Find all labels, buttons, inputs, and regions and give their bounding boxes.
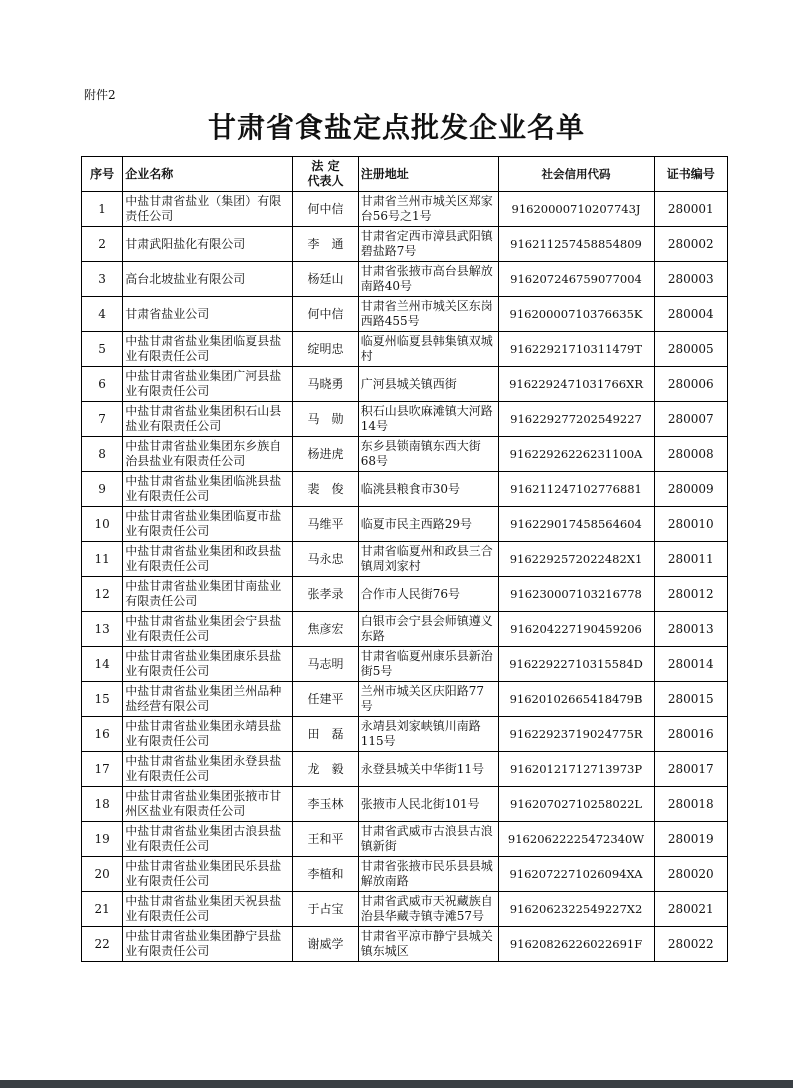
table-row — [82, 402, 728, 437]
cell-num: 14 — [82, 647, 123, 682]
cell-legal: 李植和 — [293, 857, 358, 892]
cell-code: 916229277202549227 — [498, 402, 654, 437]
cell-legal: 谢威学 — [293, 927, 358, 962]
table-row — [82, 542, 728, 577]
cell-cert: 280010 — [654, 507, 728, 542]
table-header-row — [82, 157, 728, 192]
cell-code: 91620000710376635K — [498, 297, 654, 332]
cell-cert: 280012 — [654, 577, 728, 612]
cell-name: 甘肃省盐业公司 — [123, 297, 293, 332]
cell-addr: 临夏市民主西路29号 — [358, 507, 498, 542]
cell-num: 8 — [82, 437, 123, 472]
table-row — [82, 367, 728, 402]
cell-name: 中盐甘肃省盐业集团临夏县盐业有限责任公司 — [123, 332, 293, 367]
cell-num: 22 — [82, 927, 123, 962]
table-row — [82, 822, 728, 857]
cell-name: 中盐甘肃省盐业集团民乐县盐业有限责任公司 — [123, 857, 293, 892]
cell-num: 1 — [82, 192, 123, 227]
cell-name: 中盐甘肃省盐业集团东乡族自治县盐业有限责任公司 — [123, 437, 293, 472]
cell-num: 10 — [82, 507, 123, 542]
header-num: 序号 — [82, 157, 123, 192]
cell-name: 中盐甘肃省盐业集团兰州品种盐经营有限公司 — [123, 682, 293, 717]
cell-addr: 甘肃省武威市天祝藏族自治县华藏寺镇寺滩57号 — [358, 892, 498, 927]
cell-code: 9162292471031766XR — [498, 367, 654, 402]
cell-code: 91620622225472340W — [498, 822, 654, 857]
cell-cert: 280015 — [654, 682, 728, 717]
cell-legal: 李玉林 — [293, 787, 358, 822]
cell-num: 13 — [82, 612, 123, 647]
cell-cert: 280001 — [654, 192, 728, 227]
table-row — [82, 297, 728, 332]
cell-name: 中盐甘肃省盐业集团和政县盐业有限责任公司 — [123, 542, 293, 577]
cell-addr: 张掖市人民北街101号 — [358, 787, 498, 822]
cell-code: 91620702710258022L — [498, 787, 654, 822]
cell-num: 7 — [82, 402, 123, 437]
cell-name: 中盐甘肃省盐业集团会宁县盐业有限责任公司 — [123, 612, 293, 647]
cell-addr: 积石山县吹麻滩镇大河路14号 — [358, 402, 498, 437]
cell-cert: 280003 — [654, 262, 728, 297]
cell-cert: 280020 — [654, 857, 728, 892]
cell-cert: 280008 — [654, 437, 728, 472]
cell-code: 91622926226231100A — [498, 437, 654, 472]
cell-num: 15 — [82, 682, 123, 717]
cell-name: 中盐甘肃省盐业（集团）有限责任公司 — [123, 192, 293, 227]
table-row — [82, 227, 728, 262]
cell-name: 中盐甘肃省盐业集团静宁县盐业有限责任公司 — [123, 927, 293, 962]
table-row — [82, 192, 728, 227]
cell-cert: 280004 — [654, 297, 728, 332]
cell-code: 91622923719024775R — [498, 717, 654, 752]
cell-code: 91620121712713973P — [498, 752, 654, 787]
cell-legal: 马永忠 — [293, 542, 358, 577]
cell-num: 17 — [82, 752, 123, 787]
cell-num: 16 — [82, 717, 123, 752]
cell-cert: 280014 — [654, 647, 728, 682]
cell-code: 9162062322549227X2 — [498, 892, 654, 927]
table-row — [82, 927, 728, 962]
cell-legal: 马 勋 — [293, 402, 358, 437]
cell-legal: 何中信 — [293, 192, 358, 227]
cell-addr: 白银市会宁县会师镇遵义东路 — [358, 612, 498, 647]
cell-num: 9 — [82, 472, 123, 507]
cell-addr: 甘肃省定西市漳县武阳镇碧盐路7号 — [358, 227, 498, 262]
cell-code: 916204227190459206 — [498, 612, 654, 647]
cell-cert: 280007 — [654, 402, 728, 437]
cell-legal: 杨廷山 — [293, 262, 358, 297]
table-row — [82, 577, 728, 612]
cell-num: 19 — [82, 822, 123, 857]
table-row — [82, 717, 728, 752]
cell-addr: 东乡县锁南镇东西大街68号 — [358, 437, 498, 472]
cell-addr: 甘肃省张掖市高台县解放南路40号 — [358, 262, 498, 297]
cell-addr: 甘肃省兰州市城关区东岗西路455号 — [358, 297, 498, 332]
cell-addr: 甘肃省临夏州康乐县新治街5号 — [358, 647, 498, 682]
cell-name: 高台北坡盐业有限公司 — [123, 262, 293, 297]
cell-num: 4 — [82, 297, 123, 332]
cell-legal: 张孝录 — [293, 577, 358, 612]
cell-code: 916230007103216778 — [498, 577, 654, 612]
cell-cert: 280019 — [654, 822, 728, 857]
viewer-bottom-bar — [0, 1080, 793, 1088]
cell-addr: 甘肃省平凉市静宁县城关镇东城区 — [358, 927, 498, 962]
cell-cert: 280016 — [654, 717, 728, 752]
table-row — [82, 262, 728, 297]
cell-legal: 裴 俊 — [293, 472, 358, 507]
cell-addr: 合作市人民街76号 — [358, 577, 498, 612]
cell-num: 3 — [82, 262, 123, 297]
cell-legal: 任建平 — [293, 682, 358, 717]
cell-name: 中盐甘肃省盐业集团临夏市盐业有限责任公司 — [123, 507, 293, 542]
cell-cert: 280013 — [654, 612, 728, 647]
cell-num: 6 — [82, 367, 123, 402]
cell-name: 甘肃武阳盐化有限公司 — [123, 227, 293, 262]
cell-legal: 焦彦宏 — [293, 612, 358, 647]
table-row — [82, 332, 728, 367]
cell-cert: 280009 — [654, 472, 728, 507]
cell-name: 中盐甘肃省盐业集团康乐县盐业有限责任公司 — [123, 647, 293, 682]
header-addr: 注册地址 — [358, 157, 498, 192]
cell-addr: 广河县城关镇西街 — [358, 367, 498, 402]
table-row — [82, 472, 728, 507]
cell-num: 2 — [82, 227, 123, 262]
cell-code: 9162292572022482X1 — [498, 542, 654, 577]
cell-code: 91620826226022691F — [498, 927, 654, 962]
cell-code: 91620102665418479B — [498, 682, 654, 717]
cell-code: 91622922710315584D — [498, 647, 654, 682]
cell-legal: 李 通 — [293, 227, 358, 262]
cell-name: 中盐甘肃省盐业集团临洮县盐业有限责任公司 — [123, 472, 293, 507]
cell-name: 中盐甘肃省盐业集团永登县盐业有限责任公司 — [123, 752, 293, 787]
cell-addr: 兰州市城关区庆阳路77号 — [358, 682, 498, 717]
header-name: 企业名称 — [123, 157, 293, 192]
cell-num: 21 — [82, 892, 123, 927]
cell-legal: 杨进虎 — [293, 437, 358, 472]
cell-num: 12 — [82, 577, 123, 612]
table-row — [82, 682, 728, 717]
cell-cert: 280006 — [654, 367, 728, 402]
cell-legal: 何中信 — [293, 297, 358, 332]
cell-name: 中盐甘肃省盐业集团天祝县盐业有限责任公司 — [123, 892, 293, 927]
cell-addr: 永靖县刘家峡镇川南路115号 — [358, 717, 498, 752]
cell-addr: 临洮县粮食市30号 — [358, 472, 498, 507]
cell-name: 中盐甘肃省盐业集团积石山县盐业有限责任公司 — [123, 402, 293, 437]
table-row — [82, 892, 728, 927]
attachment-label: 附件2 — [84, 88, 116, 102]
table-row — [82, 857, 728, 892]
cell-num: 18 — [82, 787, 123, 822]
cell-addr: 甘肃省兰州市城关区郑家台56号之1号 — [358, 192, 498, 227]
header-code: 社会信用代码 — [498, 157, 654, 192]
table-row — [82, 437, 728, 472]
cell-cert: 280021 — [654, 892, 728, 927]
cell-code: 916207246759077004 — [498, 262, 654, 297]
cell-legal: 王和平 — [293, 822, 358, 857]
cell-cert: 280002 — [654, 227, 728, 262]
cell-legal: 马维平 — [293, 507, 358, 542]
cell-name: 中盐甘肃省盐业集团甘南盐业有限责任公司 — [123, 577, 293, 612]
cell-code: 91620000710207743J — [498, 192, 654, 227]
cell-cert: 280011 — [654, 542, 728, 577]
cell-name: 中盐甘肃省盐业集团广河县盐业有限责任公司 — [123, 367, 293, 402]
cell-cert: 280018 — [654, 787, 728, 822]
enterprise-table — [81, 156, 728, 962]
cell-name: 中盐甘肃省盐业集团古浪县盐业有限责任公司 — [123, 822, 293, 857]
cell-addr: 永登县城关中华街11号 — [358, 752, 498, 787]
cell-code: 916211257458854809 — [498, 227, 654, 262]
header-cert: 证书编号 — [654, 157, 728, 192]
header-legal: 法 定 代表人 — [293, 157, 358, 192]
cell-num: 20 — [82, 857, 123, 892]
cell-cert: 280017 — [654, 752, 728, 787]
cell-legal: 绽明忠 — [293, 332, 358, 367]
cell-num: 5 — [82, 332, 123, 367]
cell-code: 9162072271026094XA — [498, 857, 654, 892]
table-row — [82, 612, 728, 647]
page-title: 甘肃省食盐定点批发企业名单 — [207, 111, 585, 144]
cell-code: 91622921710311479T — [498, 332, 654, 367]
cell-addr: 临夏州临夏县韩集镇双城村 — [358, 332, 498, 367]
cell-cert: 280005 — [654, 332, 728, 367]
cell-legal: 龙 毅 — [293, 752, 358, 787]
cell-num: 11 — [82, 542, 123, 577]
cell-code: 916229017458564604 — [498, 507, 654, 542]
cell-addr: 甘肃省张掖市民乐县县城解放南路 — [358, 857, 498, 892]
table-row — [82, 507, 728, 542]
table-row — [82, 752, 728, 787]
cell-legal: 于占宝 — [293, 892, 358, 927]
table-row — [82, 647, 728, 682]
cell-code: 916211247102776881 — [498, 472, 654, 507]
cell-name: 中盐甘肃省盐业集团张掖市甘州区盐业有限责任公司 — [123, 787, 293, 822]
cell-legal: 马晓勇 — [293, 367, 358, 402]
table-row — [82, 787, 728, 822]
cell-addr: 甘肃省临夏州和政县三合镇周刘家村 — [358, 542, 498, 577]
cell-name: 中盐甘肃省盐业集团永靖县盐业有限责任公司 — [123, 717, 293, 752]
cell-addr: 甘肃省武威市古浪县古浪镇新街 — [358, 822, 498, 857]
cell-cert: 280022 — [654, 927, 728, 962]
cell-legal: 田 磊 — [293, 717, 358, 752]
cell-legal: 马志明 — [293, 647, 358, 682]
